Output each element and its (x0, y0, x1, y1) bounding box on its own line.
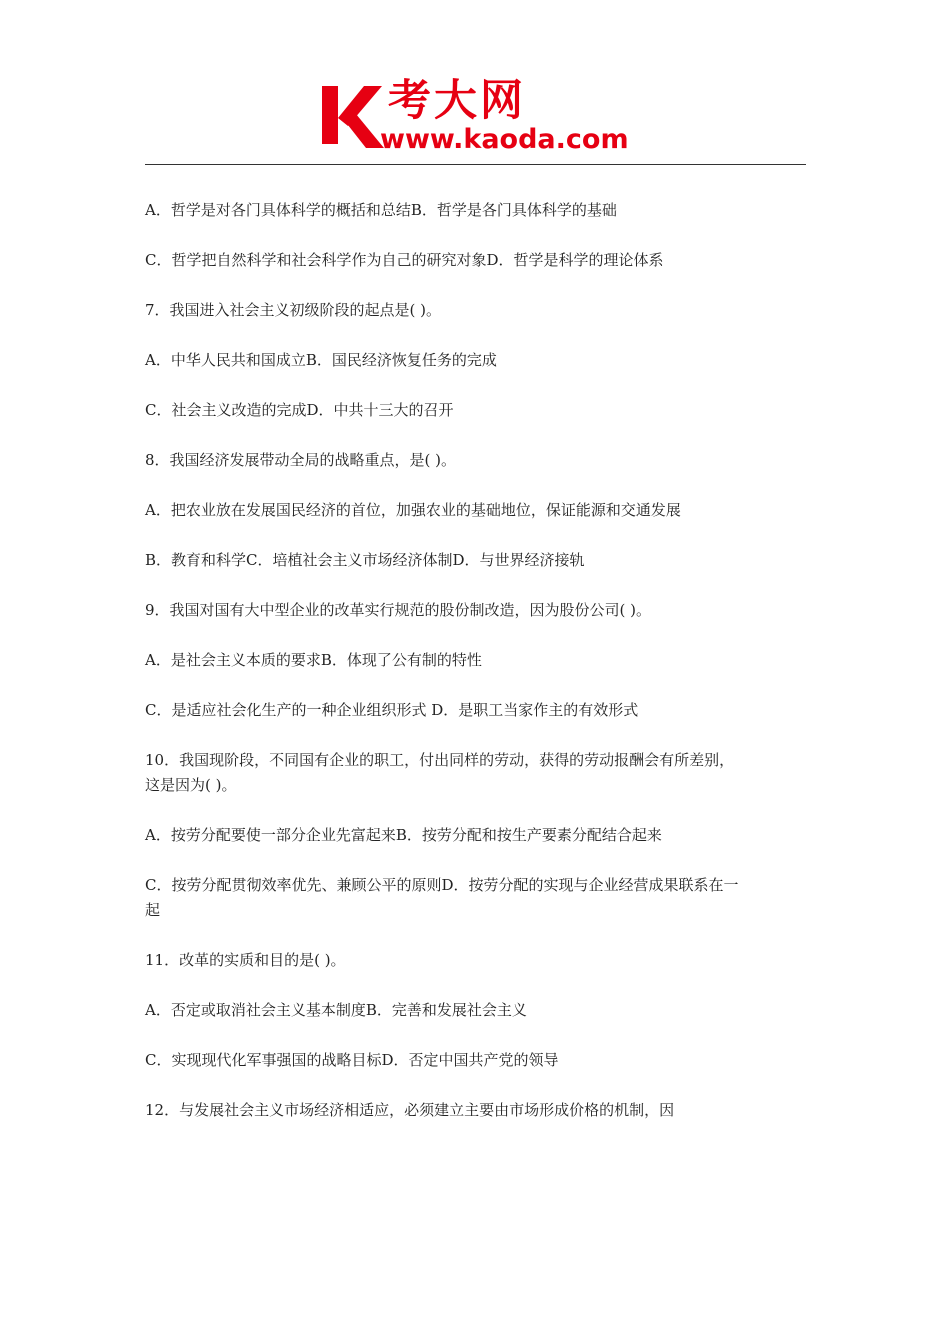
option-line-a-philosophy: A．哲学是对各门具体科学的概括和总结B．哲学是各门具体科学的基础 (145, 201, 617, 219)
question-8-option-a: A．把农业放在发展国民经济的首位，加强农业的基础地位，保证能源和交通发展 (145, 501, 681, 519)
question-12: 12．与发展社会主义市场经济相适应，必须建立主要由市场形成价格的机制，因 (145, 1101, 675, 1119)
question-8: 8．我国经济发展带动全局的战略重点，是( )。 (145, 451, 457, 469)
question-11: 11．改革的实质和目的是( )。 (145, 951, 346, 969)
question-7-options-cd: C．社会主义改造的完成D．中共十三大的召开 (145, 401, 454, 419)
question-content (145, 198, 745, 1148)
question-11-options-ab: A．否定或取消社会主义基本制度B．完善和发展社会主义 (145, 1001, 527, 1019)
header-divider (145, 164, 806, 165)
k-logo-mark-icon (318, 80, 388, 152)
question-8-options-bcd: B．教育和科学C．培植社会主义市场经济体制D．与世界经济接轨 (145, 551, 585, 569)
question-9-options-cd: C．是适应社会化生产的一种企业组织形式 D．是职工当家作主的有效形式 (145, 701, 639, 719)
question-10: 10．我国现阶段，不同国有企业的职工，付出同样的劳动，获得的劳动报酬会有所差别，这是因为( )。 (145, 751, 735, 794)
kaoda-logo[interactable] (318, 76, 648, 160)
question-9: 9．我国对国有大中型企业的改革实行规范的股份制改造，因为股份公司( )。 (145, 601, 652, 619)
page-header (0, 0, 950, 170)
logo-url-text: www.kaoda.com (380, 124, 629, 155)
question-10-options-ab: A．按劳分配要使一部分企业先富起来B．按劳分配和按生产要素分配结合起来 (145, 826, 662, 844)
logo-brand-name: 考大网 (388, 76, 526, 126)
question-7: 7．我国进入社会主义初级阶段的起点是( )。 (145, 301, 442, 319)
question-11-options-cd: C．实现现代化军事强国的战略目标D．否定中国共产党的领导 (145, 1051, 559, 1069)
question-10-options-cd: C．按劳分配贯彻效率优先、兼顾公平的原则D．按劳分配的实现与企业经营成果联系在一起 (145, 876, 739, 919)
question-7-options-ab: A．中华人民共和国成立B．国民经济恢复任务的完成 (145, 351, 497, 369)
question-9-options-ab: A．是社会主义本质的要求B．体现了公有制的特性 (145, 651, 482, 669)
option-line-c-philosophy: C．哲学把自然科学和社会科学作为自己的研究对象D．哲学是科学的理论体系 (145, 251, 664, 269)
